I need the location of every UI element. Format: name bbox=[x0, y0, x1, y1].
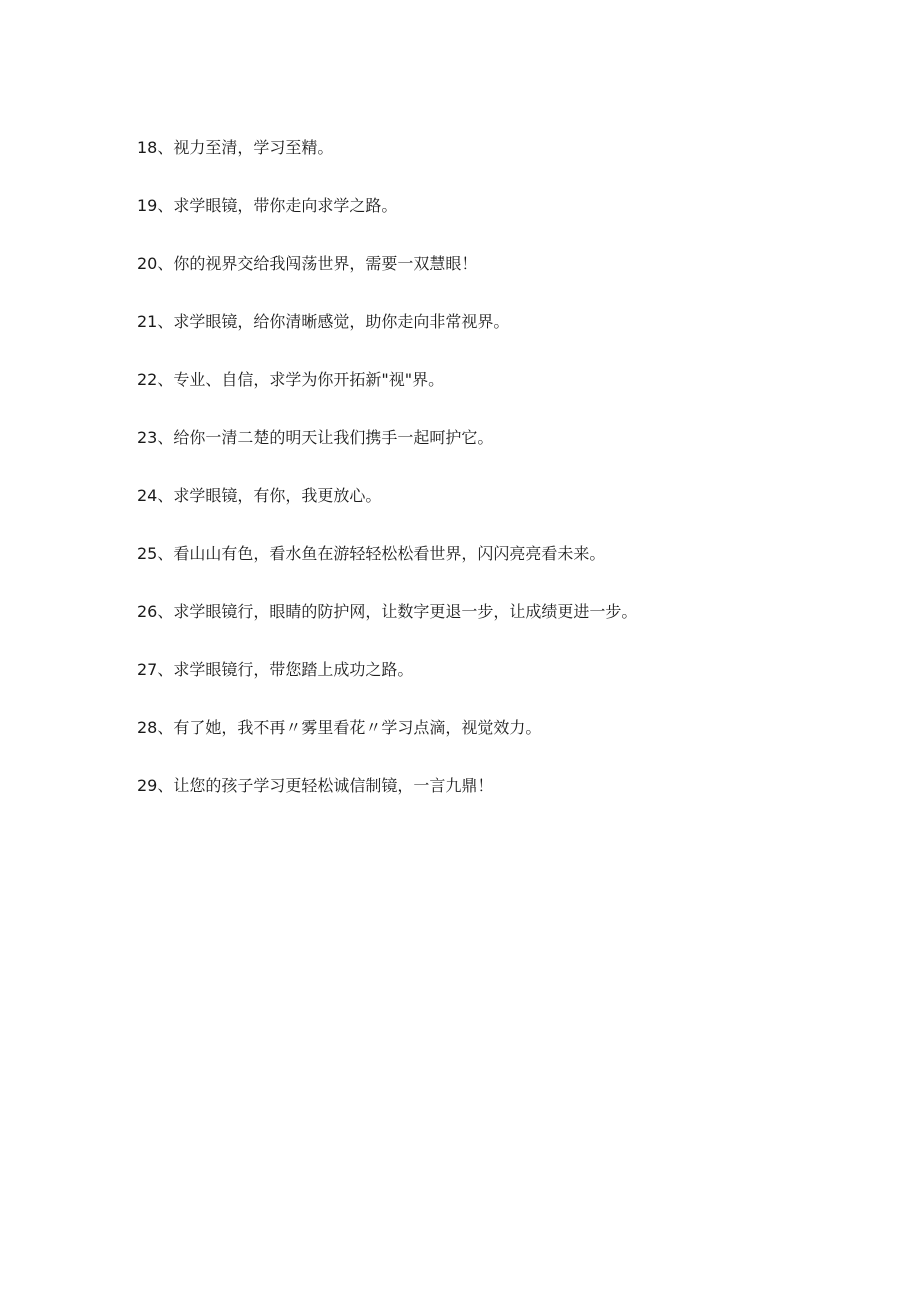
slogan-item-29: 29、让您的孩子学习更轻松诚信制镜，一言九鼎！ bbox=[137, 776, 494, 795]
slogan-item-23: 23、给你一清二楚的明天让我们携手一起呵护它。 bbox=[137, 428, 494, 447]
slogan-item-26: 26、求学眼镜行，眼睛的防护网，让数字更退一步，让成绩更进一步。 bbox=[137, 602, 638, 621]
slogan-item-20: 20、你的视界交给我闯荡世界，需要一双慧眼！ bbox=[137, 254, 478, 273]
slogan-item-19: 19、求学眼镜，带你走向求学之路。 bbox=[137, 196, 398, 215]
slogan-item-22: 22、专业、自信，求学为你开拓新"视"界。 bbox=[137, 370, 445, 389]
slogan-item-24: 24、求学眼镜，有你，我更放心。 bbox=[137, 486, 382, 505]
slogan-list bbox=[137, 134, 857, 830]
slogan-item-28: 28、有了她，我不再〃雾里看花〃学习点滴，视觉效力。 bbox=[137, 718, 542, 737]
slogan-item-18: 18、视力至清，学习至精。 bbox=[137, 138, 334, 157]
slogan-item-25: 25、看山山有色，看水鱼在游轻轻松松看世界，闪闪亮亮看未来。 bbox=[137, 544, 606, 563]
slogan-item-21: 21、求学眼镜，给你清晰感觉，助你走向非常视界。 bbox=[137, 312, 510, 331]
slogan-item-27: 27、求学眼镜行，带您踏上成功之路。 bbox=[137, 660, 414, 679]
